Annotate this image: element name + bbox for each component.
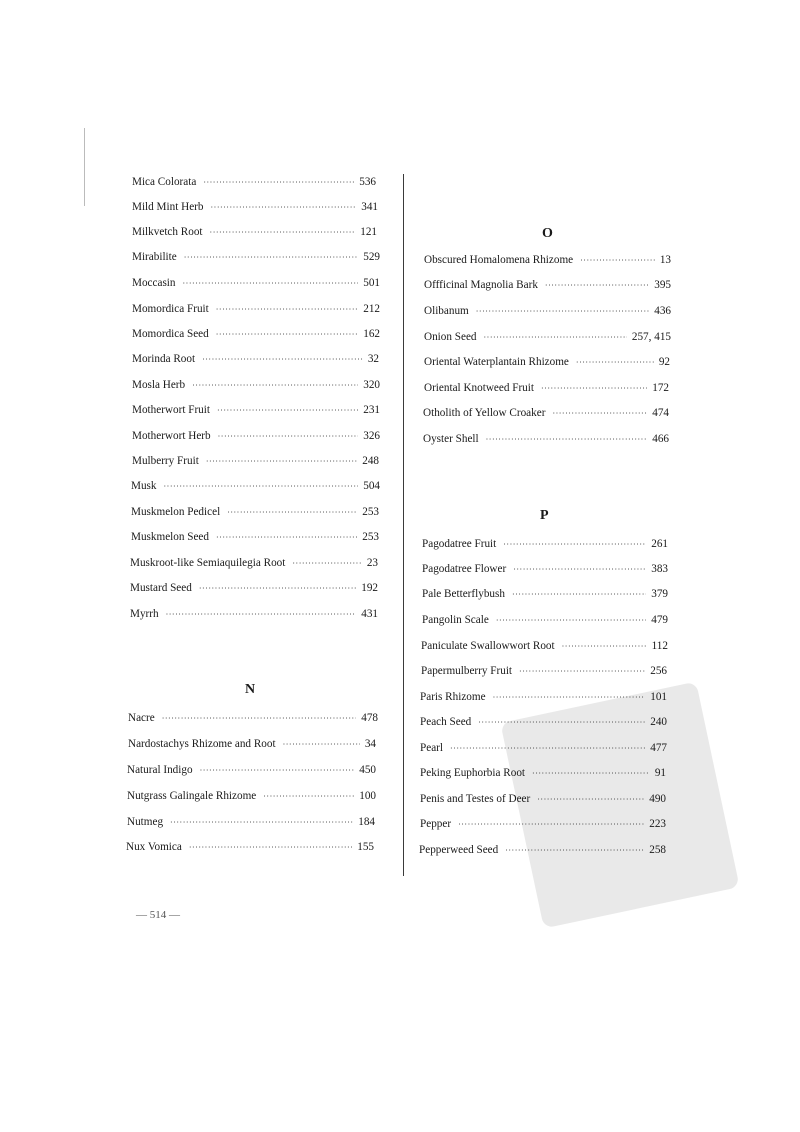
index-entry: Mica Colorata ····· 536 (132, 174, 376, 190)
index-entry: Pepperweed Seed ····· 258 (419, 842, 666, 858)
binding-margin-line (84, 128, 85, 206)
index-entry: Offficinal Magnolia Bark ····· 395 (424, 277, 671, 293)
index-entry: Pearl ····· 477 (420, 740, 667, 756)
index-entry: Muskmelon Pedicel ····· 253 (131, 504, 379, 520)
index-entry: Nacre ····· 478 (128, 710, 378, 726)
index-entry: Nutgrass Galingale Rhizome ····· 100 (127, 788, 376, 804)
index-entry: Paris Rhizome ····· 101 (420, 689, 667, 705)
index-entry: Motherwort Fruit ····· 231 (132, 402, 380, 418)
column-divider (403, 174, 404, 876)
index-entry: Otholith of Yellow Croaker ····· 474 (423, 405, 669, 421)
index-entry: Muskmelon Seed ····· 253 (131, 529, 379, 545)
index-entry: Papermulberry Fruit ····· 256 (421, 663, 667, 679)
index-entry: Paniculate Swallowwort Root ····· 112 (421, 638, 668, 654)
index-entry: Oyster Shell ····· 466 (423, 431, 669, 447)
index-entry: Moccasin ····· 501 (132, 275, 380, 291)
index-entry: Momordica Seed ····· 162 (132, 326, 380, 342)
index-entry: Momordica Fruit ····· 212 (132, 301, 380, 317)
index-entry: Peking Euphorbia Root ····· 91 (420, 765, 666, 781)
index-entry: Pepper ····· 223 (420, 816, 666, 832)
index-entry: Oriental Waterplantain Rhizome ····· 92 (424, 354, 670, 370)
index-entry: Muskroot-like Semiaquilegia Root ····· 23 (130, 555, 378, 571)
section-letter-n: N (245, 682, 256, 697)
index-entry: Mosla Herb ····· 320 (132, 377, 380, 393)
index-entry: Pangolin Scale ····· 479 (422, 612, 668, 628)
index-entry: Motherwort Herb ····· 326 (132, 428, 380, 444)
index-entry: Myrrh ····· 431 (130, 606, 378, 622)
index-entry: Olibanum ····· 436 (424, 303, 671, 319)
index-entry: Milkvetch Root ····· 121 (132, 224, 377, 240)
index-entry: Mustard Seed ····· 192 (130, 580, 378, 596)
index-entry: Mulberry Fruit ····· 248 (132, 453, 379, 469)
index-entry: Oriental Knotweed Fruit ····· 172 (424, 380, 669, 396)
index-entry: Mild Mint Herb ····· 341 (132, 199, 378, 215)
index-entry: Nux Vomica ····· 155 (126, 839, 374, 855)
section-letter-o: O (542, 226, 553, 241)
index-entry: Musk ····· 504 (131, 478, 380, 494)
index-entry: Natural Indigo ····· 450 (127, 762, 376, 778)
index-entry: Onion Seed ····· 257, 415 (424, 329, 671, 345)
section-letter-p: P (540, 508, 549, 523)
index-entry: Morinda Root ····· 32 (132, 351, 379, 367)
index-entry: Pale Betterflybush ····· 379 (422, 586, 668, 602)
index-entry: Obscured Homalomena Rhizome ····· 13 (424, 252, 671, 268)
index-entry: Pagodatree Fruit ····· 261 (422, 536, 668, 552)
index-entry: Mirabilite ····· 529 (132, 249, 380, 265)
index-entry: Nutmeg ····· 184 (127, 814, 375, 830)
page-number: — 514 — (136, 909, 180, 921)
index-entry: Peach Seed ····· 240 (420, 714, 667, 730)
index-entry: Pagodatree Flower ····· 383 (422, 561, 668, 577)
index-entry: Penis and Testes of Deer ····· 490 (420, 791, 666, 807)
index-entry: Nardostachys Rhizome and Root ····· 34 (128, 736, 376, 752)
